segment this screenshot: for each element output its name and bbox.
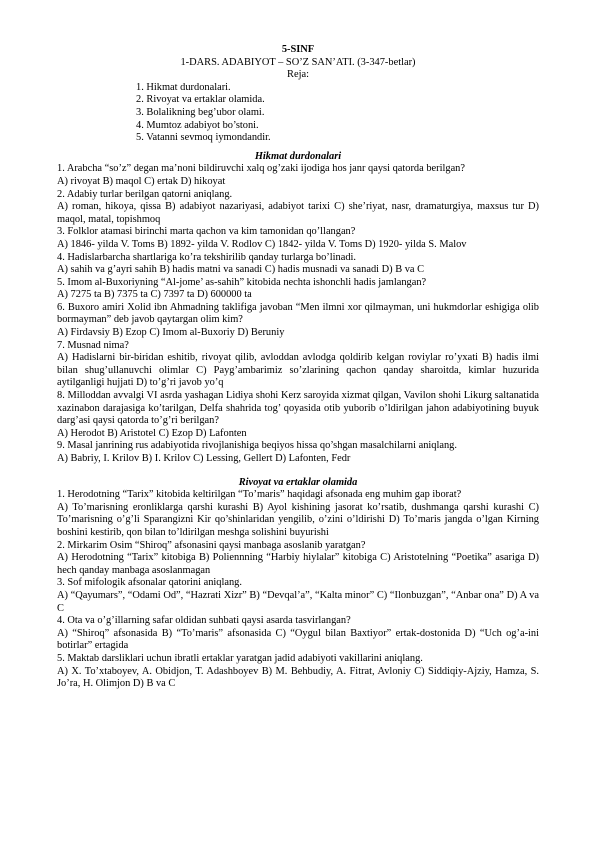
plan-item: 3. Bolalikning beg’ubor olami. [136,106,265,118]
section-title: Rivoyat va ertaklar olamida [238,476,358,488]
lesson-title: 1-DARS. ADABIYOT – SO’Z SAN’ATI. (3-347-betlar) [180,56,416,68]
question: 6. Buxoro amiri Xolid ibn Ahmadning taklifiga javoban “Men ilmni xor qilmayman, uni hukmdorlar eshigiga olib bormayman” deb javob qaytargan olim kim? [57,301,539,326]
section-questions [57,163,539,465]
answer-options: A) rivoyat B) maqol C) ertak D) hikoyat [57,175,226,187]
question: 8. Milloddan avvalgi VI asrda yashagan Lidiya shohi Kerz saroyida xizmat qilgan, Vavilon shohi Likurg saltanatida xazinabon darajasiga ko’tarilgan, Delfa shahrida tog’ qoyasida otib yuborib o’ldirilgan jahon adabiyotining buyuk darg’asi qaysi qatorda to’g’ri berilgan? [57,390,539,427]
question: 3. Folklor atamasi birinchi marta qachon va kim tamonidan qo’llangan? [57,226,356,238]
question: 7. Musnad nima? [57,339,129,351]
answer-options: A) “Shiroq” afsonasida B) “To’maris” afsonasida C) “Oygul bilan Baxtiyor” ertak-dostonida D) “Uch og’a-ini botirlar” ertagida [57,627,539,652]
section-questions [57,489,539,691]
plan-item: 1. Hikmat durdonalari. [136,81,231,93]
answer-options: A) 1846- yilda V. Toms B) 1892- yilda V. Rodlov C) 1842- yilda V. Toms D) 1920- yilda S. Malov [57,238,467,250]
question: 2. Mirkarim Osim “Shiroq” afsonasini qaysi manbaga asoslanib yaratgan? [57,539,366,551]
answer-options: A) Firdavsiy B) Ezop C) Imom al-Buxoriy D) Beruniy [57,327,285,339]
answer-options: A) Babriy, I. Krilov B) I. Krilov C) Lessing, Gellert D) Lafonten, Fedr [57,453,351,464]
question: 4. Hadislarbarcha shartlariga ko’ra tekshirilib qanday turlarga bo’linadi. [57,251,357,263]
answer-options: A) X. To’xtaboyev, A. Obidjon, T. Adashboyev B) M. Behbudiy, A. Fitrat, Avloniy C) Siddiqiy-Ajziy, Hamza, S. Jo’ra, H. Olimjon D) B va C [57,665,539,690]
question: 1. Arabcha “so’z” degan ma’noni bildiruvchi xalq og’zaki ijodiga hos janr qaysi qatorda berilgan? [57,163,465,175]
question: 4. Ota va o’g’illarning safar oldidan suhbati qaysi asarda tasvirlangan? [57,615,351,627]
question: 5. Maktab darsliklari uchun ibratli ertaklar yaratgan jadid adabiyoti vakillarini aniqlang. [57,652,423,664]
answer-options: A) “Qayumars”, “Odami Od”, “Hazrati Xizr” B) “Devqal’a”, “Kalta minor” C) “Ilonbuzgan”, “Anbar ona” D) A va C [57,589,539,614]
answer-options: A) Herodot B) Aristotel C) Ezop D) Lafonten [57,427,247,439]
plan-list [136,82,539,145]
section-title: Hikmat durdonalari [254,150,342,162]
plan-title: Reja: [287,69,309,81]
plan-item: 5. Vatanni sevmoq iymondandir. [136,132,271,144]
question: 2. Adabiy turlar berilgan qatorni aniqlang. [57,188,233,200]
grade-title: 5-SINF [281,44,315,55]
answer-options: A) To’marisning eronliklarga qarshi kurashi B) Ayol kishining jasorat ko’rsatib, dushmanga qarshi kurashi C) To’marisning o’g’li Sparangizni Kir qo’shinlaridan yengilib, o’zini o’ldirishi D) To’maris jangda o’lgan Kirning boshini kestirib, qon bilan to’ldirilgan meshga solishini buyurishi [57,501,539,538]
answer-options: A) Hadislarni bir-biridan eshitib, rivoyat qilib, avloddan avlodga qoldirib kelgan roviylar ro’yxati B) hadis ilmi bilan shug’ullanuvchi olimlar C) Payg’ambarimiz so’zlarining qachon qanday sharoitda, kimlar huzurida aytilganligi hujjati D) to’g’ri javob yo’q [57,352,539,389]
answer-options: A) sahih va g’ayri sahih B) hadis matni va sanadi C) hadis musnadi va sanadi D) B va C [57,264,425,276]
answer-options: A) Herodotning “Tarix” kitobiga B) Poliennning “Harbiy hiylalar” kitobiga C) Aristotelning “Poetika” asariga D) hech qanday manbaga asoslanmagan [57,552,539,576]
plan-item: 4. Mumtoz adabiyot bo’stoni. [136,119,259,131]
question: 3. Sof mifologik afsonalar qatorini aniqlang. [57,577,242,589]
question: 1. Herodotning “Tarix” kitobida keltirilgan “To’maris” haqidagi afsonada eng muhim gap iborat? [57,489,462,501]
question: 9. Masal janrining rus adabiyotida rivojlanishiga beqiyos hissa qo’shgan masalchilarni aniqlang. [57,440,457,452]
answer-options: A) 7275 ta B) 7375 ta C) 7397 ta D) 600000 ta [57,289,252,301]
answer-options: A) roman, hikoya, qissa B) adabiyot nazariyasi, adabiyot tarixi C) she’riyat, nasr, dramaturgiya, maxsus tur D) maqol, matal, topishmoq [57,201,539,225]
plan-item: 2. Rivoyat va ertaklar olamida. [136,94,265,106]
question: 5. Imom al-Buxoriyning “Al-jome’ as-sahih” kitobida nechta ishonchli hadis jamlangan? [57,276,427,288]
